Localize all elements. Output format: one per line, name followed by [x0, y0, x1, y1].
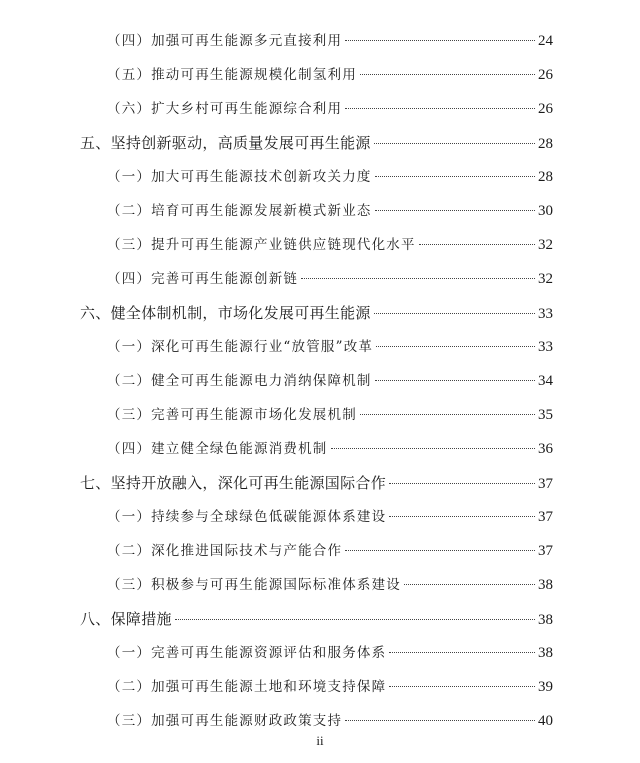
- entry-number: 八、: [80, 610, 111, 628]
- entry-page-number: 37: [538, 476, 553, 492]
- entry-title: 扩大乡村可再生能源综合利用: [151, 101, 343, 117]
- entry-number: 七、: [80, 474, 111, 492]
- dot-leader: [175, 619, 535, 620]
- entry-number: （三）: [107, 237, 152, 253]
- entry-page-number: 39: [538, 679, 553, 695]
- entry-number: （三）: [107, 577, 152, 593]
- toc-section-entry[interactable]: [107, 505, 553, 529]
- entry-number: （二）: [107, 543, 152, 559]
- toc-section-entry[interactable]: [107, 97, 553, 121]
- toc-section-entry[interactable]: [107, 573, 553, 597]
- entry-page-number: 30: [538, 203, 553, 219]
- entry-page-number: 26: [538, 67, 553, 83]
- toc-section-entry[interactable]: [107, 199, 553, 223]
- dot-leader: [301, 278, 535, 279]
- entry-number: （五）: [107, 67, 152, 83]
- dot-leader: [345, 550, 535, 551]
- toc-section-entry[interactable]: [107, 335, 553, 359]
- entry-number: （四）: [107, 441, 152, 457]
- dot-leader: [345, 108, 535, 109]
- toc-section-entry[interactable]: [107, 63, 553, 87]
- entry-title: 保障措施: [110, 610, 172, 628]
- entry-number: （四）: [107, 271, 152, 287]
- page-number-footer: ii: [316, 733, 324, 748]
- entry-number: （三）: [107, 407, 152, 423]
- dot-leader: [389, 652, 535, 653]
- entry-title: 积极参与可再生能源国际标准体系建设: [151, 577, 402, 593]
- toc-section-entry[interactable]: [107, 641, 553, 665]
- entry-page-number: 32: [538, 237, 553, 253]
- entry-title: 完善可再生能源资源评估和服务体系: [151, 645, 387, 661]
- toc-section-entry[interactable]: [107, 675, 553, 699]
- dot-leader: [375, 210, 535, 211]
- entry-page-number: 38: [538, 577, 553, 593]
- entry-number: （二）: [107, 373, 152, 389]
- dot-leader: [360, 414, 535, 415]
- entry-title: 深化可再生能源行业“放管服”改革: [151, 339, 374, 355]
- entry-page-number: 38: [538, 612, 553, 628]
- entry-page-number: 40: [538, 713, 553, 729]
- toc-section-entry[interactable]: [107, 29, 553, 53]
- entry-page-number: 34: [538, 373, 553, 389]
- entry-number: （一）: [107, 339, 152, 355]
- dot-leader: [419, 244, 535, 245]
- entry-title: 推动可再生能源规模化制氢利用: [151, 67, 357, 83]
- entry-title: 健全可再生能源电力消纳保障机制: [151, 373, 372, 389]
- toc-section-entry[interactable]: [107, 539, 553, 563]
- toc-section-entry[interactable]: [107, 233, 553, 257]
- dot-leader: [375, 380, 535, 381]
- dot-leader: [389, 686, 535, 687]
- entry-number: （二）: [107, 679, 152, 695]
- toc-section-entry[interactable]: [107, 369, 553, 393]
- dot-leader: [375, 176, 535, 177]
- entry-page-number: 26: [538, 101, 553, 117]
- entry-page-number: 32: [538, 271, 553, 287]
- dot-leader: [360, 74, 535, 75]
- dot-leader: [376, 346, 535, 347]
- entry-title: 坚持开放融入，深化可再生能源国际合作: [110, 474, 387, 492]
- entry-title: 加大可再生能源技术创新攻关力度: [151, 169, 372, 185]
- entry-title: 完善可再生能源市场化发展机制: [151, 407, 357, 423]
- entry-page-number: 38: [538, 645, 553, 661]
- entry-title: 提升可再生能源产业链供应链现代化水平: [151, 237, 416, 253]
- entry-number: （四）: [107, 33, 152, 49]
- entry-page-number: 33: [538, 339, 553, 355]
- entry-title: 健全体制机制，市场化发展可再生能源: [110, 304, 371, 322]
- entry-title: 坚持创新驱动，高质量发展可再生能源: [110, 134, 371, 152]
- toc-chapter-entry[interactable]: [80, 131, 553, 155]
- entry-title: 建立健全绿色能源消费机制: [151, 441, 328, 457]
- dot-leader: [374, 143, 535, 144]
- dot-leader: [374, 313, 535, 314]
- toc-chapter-entry[interactable]: [80, 471, 553, 495]
- entry-number: （一）: [107, 509, 152, 525]
- toc-section-entry[interactable]: [107, 709, 553, 733]
- entry-number: 六、: [80, 304, 111, 322]
- entry-page-number: 33: [538, 306, 553, 322]
- dot-leader: [331, 448, 535, 449]
- entry-number: （三）: [107, 713, 152, 729]
- toc-section-entry[interactable]: [107, 437, 553, 461]
- toc-section-entry[interactable]: [107, 267, 553, 291]
- entry-number: （一）: [107, 645, 152, 661]
- entry-page-number: 28: [538, 136, 553, 152]
- dot-leader: [389, 483, 535, 484]
- entry-title: 加强可再生能源财政政策支持: [151, 713, 343, 729]
- entry-title: 培育可再生能源发展新模式新业态: [151, 203, 372, 219]
- entry-page-number: 36: [538, 441, 553, 457]
- entry-title: 加强可再生能源多元直接利用: [151, 33, 343, 49]
- entry-page-number: 24: [538, 33, 553, 49]
- entry-title: 加强可再生能源土地和环境支持保障: [151, 679, 387, 695]
- entry-title: 完善可再生能源创新链: [151, 271, 299, 287]
- entry-page-number: 28: [538, 169, 553, 185]
- entry-number: （二）: [107, 203, 152, 219]
- entry-title: 深化推进国际技术与产能合作: [151, 543, 343, 559]
- entry-title: 持续参与全球绿色低碳能源体系建设: [151, 509, 387, 525]
- entry-page-number: 37: [538, 509, 553, 525]
- toc-section-entry[interactable]: [107, 403, 553, 427]
- dot-leader: [389, 516, 535, 517]
- toc-section-entry[interactable]: [107, 165, 553, 189]
- entry-page-number: 37: [538, 543, 553, 559]
- toc-chapter-entry[interactable]: [80, 607, 553, 631]
- toc-chapter-entry[interactable]: [80, 301, 553, 325]
- entry-number: 五、: [80, 134, 111, 152]
- entry-page-number: 35: [538, 407, 553, 423]
- dot-leader: [345, 720, 535, 721]
- dot-leader: [345, 40, 535, 41]
- dot-leader: [404, 584, 535, 585]
- entry-number: （一）: [107, 169, 152, 185]
- entry-number: （六）: [107, 101, 152, 117]
